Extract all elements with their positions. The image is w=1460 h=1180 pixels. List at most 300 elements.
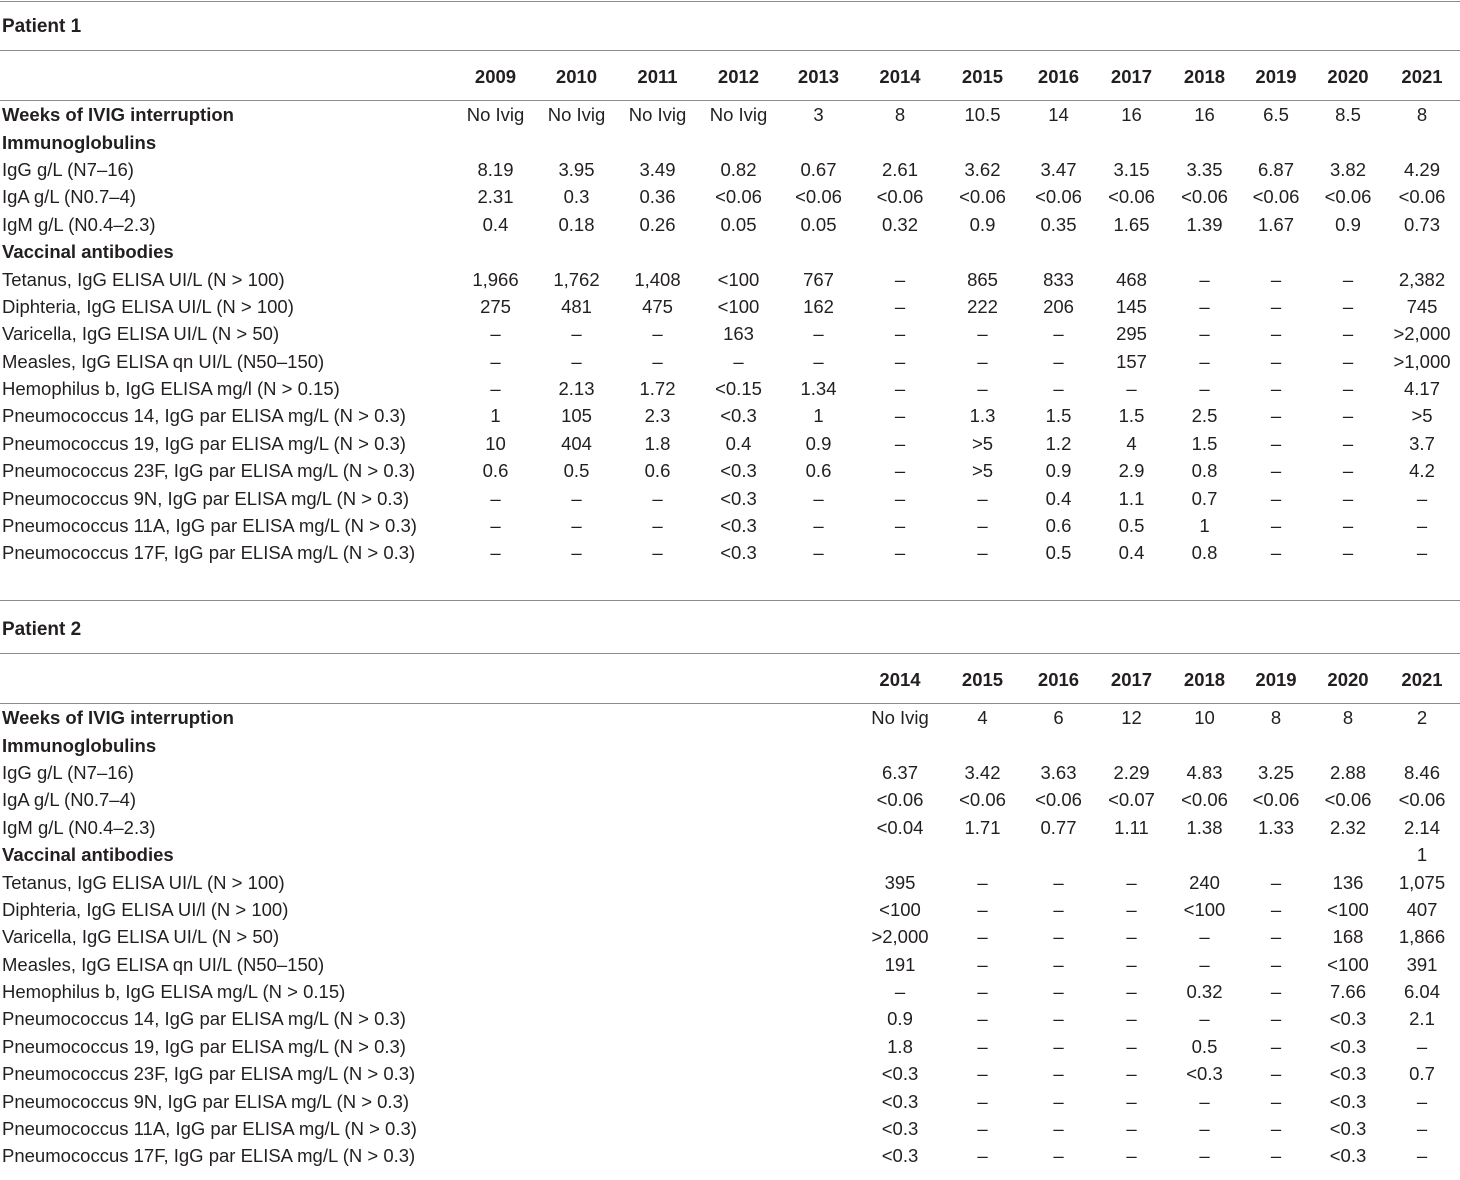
value-cell: 2.3 — [644, 405, 671, 427]
value-cell: 6 — [1053, 707, 1064, 729]
value-cell: – — [1053, 1118, 1064, 1140]
value-cell — [455, 1115, 536, 1142]
bottom-rule — [0, 600, 1460, 601]
value-cell: 0.9 — [805, 432, 832, 454]
value-cell — [698, 814, 779, 841]
row-label: Measles, IgG ELISA qn UI/L (N50–150) — [2, 350, 325, 372]
value-cell: – — [894, 295, 906, 317]
value-cell: 162 — [803, 295, 834, 317]
row-label: Immunoglobulins — [2, 734, 157, 756]
value-cell: 10 — [1194, 707, 1215, 729]
row-label: IgA g/L (N0.7–4) — [2, 186, 137, 208]
value-cell: 833 — [1043, 268, 1074, 290]
value-cell — [455, 868, 536, 895]
table-row — [0, 704, 1460, 731]
value-cell — [455, 238, 536, 265]
value-cell: – — [977, 350, 988, 372]
value-cell — [455, 896, 536, 923]
value-cell: – — [1342, 487, 1354, 509]
value-cell: – — [652, 350, 663, 372]
value-cell: 4.29 — [1403, 158, 1440, 180]
table-row — [0, 238, 1460, 265]
value-cell — [617, 896, 698, 923]
value-cell: 1 — [1199, 515, 1210, 537]
value-cell: <100 — [879, 898, 921, 920]
value-cell: – — [1199, 953, 1210, 975]
table-row — [0, 1005, 1460, 1032]
row-label: Diphteria, IgG ELISA UI/L (N > 100) — [2, 295, 294, 317]
value-cell: – — [1342, 295, 1354, 317]
value-cell: 404 — [561, 432, 592, 454]
value-cell — [1240, 238, 1312, 265]
row-label: Pneumococcus 11A, IgG par ELISA mg/L (N > 0.3) — [2, 1118, 417, 1140]
value-cell: – — [894, 515, 906, 537]
value-cell: – — [1270, 1008, 1282, 1030]
row-label: Immunoglobulins — [2, 131, 157, 153]
value-cell: 3.95 — [558, 158, 595, 180]
value-cell: 1.3 — [969, 405, 996, 427]
value-cell: <100 — [717, 295, 760, 317]
value-cell — [942, 238, 1023, 265]
value-cell: 1.5 — [1045, 405, 1072, 427]
table-row — [0, 348, 1460, 375]
value-cell — [536, 786, 617, 813]
value-cell: 6.37 — [881, 761, 918, 783]
value-cell — [779, 238, 858, 265]
value-cell — [1240, 841, 1312, 868]
value-cell: <0.06 — [715, 186, 762, 208]
value-cell: 1.71 — [964, 816, 1001, 838]
row-label: Pneumococcus 17F, IgG par ELISA mg/L (N > 0.3) — [2, 542, 416, 564]
value-cell: 136 — [1332, 871, 1364, 893]
value-cell: 4 — [1126, 432, 1137, 454]
row-label: Pneumococcus 14, IgG par ELISA mg/L (N > 0.3) — [2, 1008, 406, 1030]
top-rule — [0, 1, 1460, 2]
value-cell — [698, 1142, 779, 1169]
value-cell: 8.5 — [1335, 104, 1361, 126]
value-cell: – — [571, 323, 582, 345]
value-cell — [455, 951, 536, 978]
table-row — [0, 978, 1460, 1005]
value-cell: <0.06 — [876, 186, 924, 208]
value-cell: – — [1199, 1145, 1210, 1167]
value-cell — [698, 896, 779, 923]
value-cell: – — [1199, 1090, 1210, 1112]
value-cell: – — [733, 350, 744, 372]
value-cell: – — [1342, 323, 1354, 345]
value-cell: <0.06 — [1035, 789, 1082, 811]
value-cell: 8.46 — [1403, 761, 1440, 783]
value-cell: – — [977, 542, 988, 564]
value-cell: – — [1053, 1008, 1064, 1030]
value-cell — [779, 978, 858, 1005]
table-row — [0, 1142, 1460, 1169]
value-cell: <100 — [717, 268, 760, 290]
value-cell — [698, 704, 779, 731]
value-cell: – — [1416, 1118, 1428, 1140]
value-cell: <0.06 — [1108, 186, 1155, 208]
value-cell — [455, 731, 536, 758]
value-cell: – — [1126, 981, 1137, 1003]
table-row — [0, 320, 1460, 347]
value-cell: <0.3 — [1329, 1145, 1367, 1167]
value-cell: – — [1342, 460, 1354, 482]
value-cell: – — [1416, 1035, 1428, 1057]
value-cell: 1,866 — [1398, 926, 1446, 948]
value-cell: – — [1342, 378, 1354, 400]
value-cell — [455, 128, 536, 155]
value-cell: No Ivig — [466, 104, 525, 126]
row-label: Tetanus, IgG ELISA UI/L (N > 100) — [2, 268, 285, 290]
value-cell — [698, 786, 779, 813]
value-cell: 4.17 — [1403, 378, 1440, 400]
value-cell — [617, 978, 698, 1005]
year-header: 2016 — [1037, 668, 1080, 690]
value-cell — [617, 868, 698, 895]
value-cell: 745 — [1406, 295, 1438, 317]
value-cell — [1169, 841, 1240, 868]
value-cell — [617, 704, 698, 731]
table-row — [0, 183, 1460, 210]
value-cell: – — [1342, 405, 1354, 427]
value-cell: – — [1416, 1145, 1428, 1167]
year-header: 2010 — [555, 65, 598, 87]
value-cell: 0.67 — [800, 158, 837, 180]
value-cell: – — [1126, 1035, 1137, 1057]
value-cell: – — [894, 378, 906, 400]
value-cell — [779, 1060, 858, 1087]
value-cell: 4.2 — [1409, 460, 1435, 482]
value-cell — [536, 1115, 617, 1142]
value-cell — [617, 759, 698, 786]
value-cell: 1.11 — [1114, 816, 1149, 838]
value-cell: 0.6 — [482, 460, 509, 482]
table-row — [0, 265, 1460, 292]
value-cell: 2.88 — [1329, 761, 1366, 783]
value-cell: 10 — [485, 432, 506, 454]
row-label: Pneumococcus 23F, IgG par ELISA mg/L (N > 0.3) — [2, 1063, 416, 1085]
value-cell: 16 — [1194, 104, 1215, 126]
value-cell: <0.06 — [959, 789, 1006, 811]
value-cell: 2.29 — [1113, 761, 1150, 783]
row-label: Pneumococcus 19, IgG par ELISA mg/L (N > 0.3) — [2, 432, 406, 454]
value-cell: 3.25 — [1257, 761, 1294, 783]
value-cell — [617, 1142, 698, 1169]
value-cell: 1.2 — [1045, 432, 1072, 454]
value-cell: <0.3 — [720, 515, 757, 537]
value-cell: – — [813, 487, 824, 509]
table-row — [0, 1060, 1460, 1087]
value-cell — [858, 841, 942, 868]
year-header: 2011 — [637, 65, 678, 87]
table-row — [0, 841, 1460, 868]
value-cell — [536, 868, 617, 895]
value-cell: – — [571, 542, 582, 564]
year-header: 2009 — [474, 65, 517, 87]
value-cell — [617, 841, 698, 868]
value-cell: 1 — [490, 405, 501, 427]
value-cell: >5 — [971, 460, 994, 482]
value-cell: No Ivig — [628, 104, 687, 126]
table-row — [0, 402, 1460, 429]
value-cell: <0.3 — [1186, 1063, 1223, 1085]
table-row — [0, 1115, 1460, 1142]
row-label: Pneumococcus 23F, IgG par ELISA mg/L (N > 0.3) — [2, 460, 416, 482]
value-cell — [698, 978, 779, 1005]
value-cell: 468 — [1116, 268, 1147, 290]
value-cell: <0.04 — [876, 816, 924, 838]
year-header: 2015 — [961, 65, 1004, 87]
table-row — [0, 1087, 1460, 1114]
value-cell: 0.82 — [720, 158, 757, 180]
value-cell: – — [1270, 350, 1282, 372]
value-cell: – — [977, 1145, 988, 1167]
value-cell: 157 — [1116, 350, 1147, 372]
value-cell: – — [1342, 268, 1354, 290]
value-cell — [617, 128, 698, 155]
row-label: Varicella, IgG ELISA UI/L (N > 50) — [2, 323, 280, 345]
value-cell: 0.73 — [1403, 213, 1440, 235]
value-cell: No Ivig — [709, 104, 768, 126]
value-cell: – — [977, 1090, 988, 1112]
row-label: IgG g/L (N7–16) — [2, 761, 134, 783]
value-cell: 3.49 — [639, 158, 676, 180]
year-header: 2020 — [1327, 668, 1369, 690]
value-cell: <0.3 — [1329, 1118, 1367, 1140]
value-cell: 2.61 — [881, 158, 918, 180]
value-cell — [779, 951, 858, 978]
table-row — [0, 786, 1460, 813]
value-cell: 3.35 — [1186, 158, 1223, 180]
value-cell: – — [1053, 350, 1064, 372]
value-cell — [455, 1033, 536, 1060]
table-row — [0, 430, 1460, 457]
value-cell — [536, 1005, 617, 1032]
value-cell: 4.83 — [1186, 761, 1223, 783]
year-header: 2020 — [1327, 65, 1369, 87]
value-cell — [1312, 238, 1384, 265]
value-cell: 3.7 — [1409, 432, 1435, 454]
value-cell: – — [1199, 268, 1210, 290]
value-cell: >5 — [1411, 405, 1433, 427]
value-cell: 2.9 — [1118, 460, 1145, 482]
value-cell: 0.3 — [563, 186, 590, 208]
value-cell — [698, 1005, 779, 1032]
value-cell: 3.82 — [1329, 158, 1366, 180]
value-cell — [779, 896, 858, 923]
value-cell: 0.77 — [1040, 816, 1077, 838]
value-cell: 16 — [1121, 104, 1142, 126]
value-cell: 0.5 — [1118, 515, 1145, 537]
value-cell: 8 — [1342, 707, 1354, 729]
value-cell: 8 — [894, 104, 906, 126]
value-cell: – — [1416, 1090, 1428, 1112]
year-header: 2013 — [797, 65, 840, 87]
value-cell — [617, 1115, 698, 1142]
value-cell: <0.3 — [1329, 1035, 1367, 1057]
year-header — [455, 654, 536, 704]
value-cell: 1 — [813, 405, 824, 427]
value-cell: 0.4 — [482, 213, 509, 235]
value-cell — [698, 759, 779, 786]
value-cell: – — [813, 323, 824, 345]
value-cell: – — [1270, 323, 1282, 345]
value-cell — [1240, 128, 1312, 155]
value-cell: 2.1 — [1409, 1008, 1435, 1030]
value-cell: <0.3 — [720, 405, 757, 427]
value-cell: – — [977, 1035, 988, 1057]
value-cell: – — [652, 515, 663, 537]
value-cell: 2,382 — [1398, 268, 1446, 290]
row-label: Pneumococcus 9N, IgG par ELISA mg/L (N > 0.3) — [2, 487, 410, 509]
value-cell: >2,000 — [871, 926, 929, 948]
value-cell: <0.06 — [1398, 789, 1446, 811]
value-cell — [698, 1033, 779, 1060]
value-cell: – — [490, 323, 501, 345]
value-cell: – — [1199, 1008, 1210, 1030]
value-cell — [536, 951, 617, 978]
value-cell: – — [1126, 1090, 1137, 1112]
value-cell — [698, 731, 779, 758]
row-label: Pneumococcus 14, IgG par ELISA mg/L (N > 0.3) — [2, 405, 406, 427]
value-cell — [1384, 238, 1460, 265]
value-cell: – — [652, 487, 663, 509]
row-label: Pneumococcus 17F, IgG par ELISA mg/L (N > 0.3) — [2, 1145, 416, 1167]
year-header: 2014 — [879, 65, 921, 87]
value-cell: 6.04 — [1403, 981, 1440, 1003]
value-cell: – — [1126, 953, 1137, 975]
year-header: 2019 — [1255, 668, 1297, 690]
table-row — [0, 128, 1460, 155]
value-cell — [536, 978, 617, 1005]
value-cell: – — [977, 1008, 988, 1030]
value-cell: – — [977, 323, 988, 345]
header-bottom-rule — [0, 100, 1460, 101]
value-cell — [536, 814, 617, 841]
value-cell: 0.9 — [1045, 460, 1072, 482]
value-cell: 0.05 — [800, 213, 837, 235]
value-cell: – — [490, 487, 501, 509]
value-cell — [455, 814, 536, 841]
value-cell: <0.3 — [720, 542, 757, 564]
value-cell — [858, 128, 942, 155]
value-cell: <0.3 — [881, 1118, 919, 1140]
value-cell: 0.32 — [1186, 981, 1223, 1003]
value-cell: >5 — [971, 432, 994, 454]
value-cell: – — [1270, 378, 1282, 400]
value-cell: 0.35 — [1040, 213, 1077, 235]
value-cell: 8 — [1270, 707, 1282, 729]
row-label: IgM g/L (N0.4–2.3) — [2, 213, 156, 235]
value-cell: 0.9 — [969, 213, 996, 235]
year-header: 2017 — [1110, 668, 1153, 690]
table-row — [0, 293, 1460, 320]
value-cell: <0.3 — [1329, 1090, 1367, 1112]
table-row — [0, 484, 1460, 511]
value-cell — [455, 1060, 536, 1087]
value-cell: <0.3 — [881, 1145, 919, 1167]
value-cell: 6.87 — [1257, 158, 1294, 180]
value-cell: 391 — [1406, 953, 1438, 975]
value-cell: – — [977, 515, 988, 537]
value-cell — [536, 128, 617, 155]
value-cell: – — [1342, 542, 1354, 564]
table-row — [0, 731, 1460, 758]
value-cell — [1023, 841, 1094, 868]
header-label-cell — [0, 654, 455, 704]
value-cell — [779, 128, 858, 155]
value-cell: – — [1270, 898, 1282, 920]
row-label: Weeks of IVIG interruption — [2, 707, 234, 729]
value-cell: – — [571, 350, 582, 372]
row-label: Vaccinal antibodies — [2, 844, 174, 866]
value-cell: – — [894, 323, 906, 345]
value-cell — [1384, 731, 1460, 758]
value-cell: >2,000 — [1393, 323, 1451, 345]
header-row — [0, 654, 1460, 704]
row-label: IgM g/L (N0.4–2.3) — [2, 816, 156, 838]
value-cell: <0.3 — [1329, 1063, 1367, 1085]
value-cell: 0.7 — [1409, 1063, 1435, 1085]
row-label: Varicella, IgG ELISA UI/L (N > 50) — [2, 926, 280, 948]
value-cell: 0.4 — [725, 432, 752, 454]
value-cell: – — [977, 953, 988, 975]
value-cell: – — [1270, 268, 1282, 290]
value-cell — [617, 814, 698, 841]
value-cell: 0.18 — [558, 213, 595, 235]
value-cell: 295 — [1116, 323, 1147, 345]
value-cell: – — [1053, 953, 1064, 975]
value-cell: – — [1270, 295, 1282, 317]
value-cell — [455, 786, 536, 813]
value-cell — [779, 868, 858, 895]
value-cell: <0.07 — [1108, 789, 1155, 811]
row-label: IgG g/L (N7–16) — [2, 158, 134, 180]
value-cell: 191 — [884, 953, 916, 975]
value-cell: 0.6 — [644, 460, 671, 482]
year-header: 2012 — [717, 65, 760, 87]
value-cell: – — [1199, 323, 1210, 345]
value-cell: 2 — [1416, 707, 1428, 729]
value-cell: 0.5 — [1191, 1035, 1218, 1057]
value-cell: – — [1126, 1063, 1137, 1085]
value-cell: – — [977, 871, 988, 893]
value-cell — [536, 759, 617, 786]
value-cell: 3.15 — [1113, 158, 1150, 180]
value-cell: – — [1270, 487, 1282, 509]
value-cell: – — [1342, 350, 1354, 372]
value-cell — [536, 1060, 617, 1087]
value-cell — [698, 923, 779, 950]
table-row — [0, 814, 1460, 841]
value-cell — [1169, 128, 1240, 155]
section-title-patient-2: Patient 2 — [2, 619, 82, 640]
value-cell — [1094, 238, 1169, 265]
year-header: 2015 — [961, 668, 1004, 690]
table-row — [0, 539, 1460, 566]
value-cell — [1384, 128, 1460, 155]
value-cell — [617, 1005, 698, 1032]
row-label: IgA g/L (N0.7–4) — [2, 789, 137, 811]
value-cell — [1169, 238, 1240, 265]
value-cell — [779, 841, 858, 868]
value-cell: – — [571, 515, 582, 537]
year-header: 2014 — [879, 668, 921, 690]
table-row — [0, 457, 1460, 484]
value-cell — [536, 896, 617, 923]
value-cell: 6.5 — [1263, 104, 1289, 126]
table-row — [0, 156, 1460, 183]
